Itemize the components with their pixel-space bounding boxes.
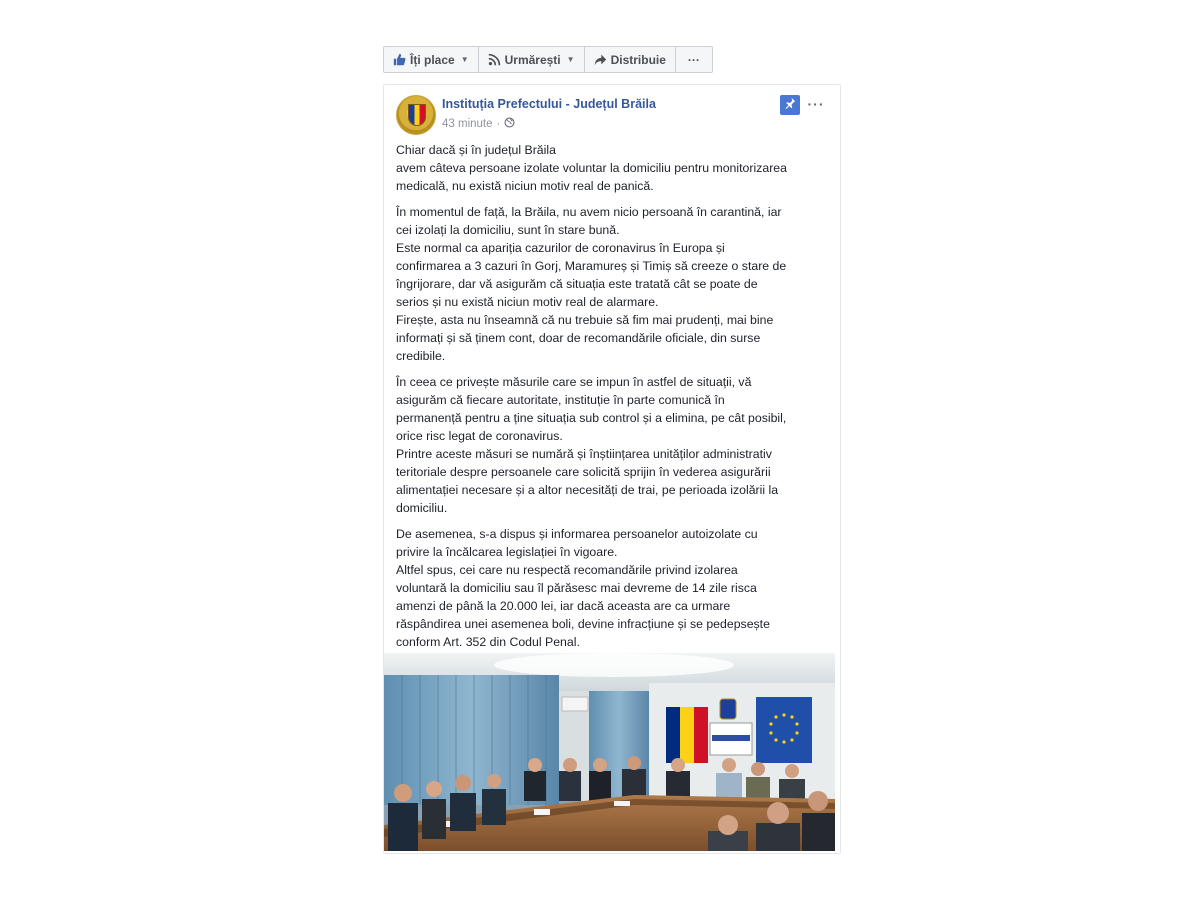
post-text-line: Printre aceste măsuri se numără și înștiințarea unităților administrativ	[396, 447, 772, 461]
like-button[interactable]	[384, 47, 479, 72]
more-dots-icon: ···	[807, 96, 825, 112]
meeting-room-photo	[384, 653, 835, 851]
post-text-line: medicală, nu există niciun motiv real de panică.	[396, 179, 654, 193]
thumbs-up-icon	[393, 53, 406, 66]
globe-icon	[504, 117, 515, 131]
share-arrow-icon	[594, 53, 607, 66]
post-text-line: permanență pentru a ține situația sub control și a elimina, pe cât posibil,	[396, 411, 787, 425]
post-card	[383, 84, 841, 854]
post-text-line: Chiar dacă și în județul Brăila	[396, 143, 556, 157]
post-text-line: alimentației necesare și a altor necesități de trai, pe perioada izolării la	[396, 483, 779, 497]
post-text-line: cei izolați la domiciliu, sunt în stare bună.	[396, 223, 620, 237]
post-timestamp[interactable]: 43 minute	[442, 118, 493, 130]
post-text-line: Firește, asta nu înseamnă că nu trebuie să fim mai prudenți, mai bine	[396, 313, 774, 327]
post-text-line: credibile.	[396, 349, 446, 363]
post-text-line: domiciliu.	[396, 501, 448, 515]
post-paragraph	[396, 373, 834, 517]
post-text-line: orice risc legat de coronavirus.	[396, 429, 563, 443]
post-text-line: Altfel spus, cei care nu respectă recomandările privind izolarea	[396, 563, 738, 577]
post-header	[396, 95, 830, 135]
post-text-line: avem câteva persoane izolate voluntar la domiciliu pentru monitorizarea	[396, 161, 787, 175]
post-text-line: În momentul de față, la Brăila, nu avem nicio persoană în carantină, iar	[396, 205, 782, 219]
post-paragraph	[396, 203, 834, 365]
post-photo[interactable]	[384, 653, 835, 851]
rss-icon	[488, 53, 501, 66]
caret-down-icon: ▼	[460, 55, 469, 64]
post-text-line: conform Art. 352 din Codul Penal.	[396, 635, 580, 649]
follow-button[interactable]	[479, 47, 585, 72]
share-button[interactable]	[585, 47, 676, 72]
post-text-line: Este normal ca apariția cazurilor de coronavirus în Europa și	[396, 241, 725, 255]
pin-icon	[784, 96, 796, 114]
post-options-button[interactable]	[806, 95, 826, 113]
post-text-line: confirmarea a 3 cazuri în Gorj, Maramureș și Timiș să creeze o stare de	[396, 259, 787, 273]
share-button-label: Distribuie	[610, 52, 666, 67]
page-avatar[interactable]	[396, 95, 436, 135]
page-action-bar	[383, 46, 713, 73]
post-paragraph	[396, 141, 834, 195]
post-text-line: voluntară la domiciliu sau îl părăsesc mai devreme de 14 zile risca	[396, 581, 757, 595]
post-text-line: teritoriale despre persoanele care solicită sprijin în vederea asigurării	[396, 465, 771, 479]
post-text-line: În ceea ce privește măsurile care se impun în astfel de situații, vă	[396, 375, 752, 389]
post-text-line: amenzi de până la 20.000 lei, iar dacă aceasta are ca urmare	[396, 599, 731, 613]
post-text-line: răspândirea unei asemenea boli, devine infracțiune și se pedepsește	[396, 617, 770, 631]
coat-of-arms-icon	[408, 104, 426, 126]
more-dots-icon: ···	[687, 52, 700, 67]
post-meta	[442, 117, 515, 131]
pin-button[interactable]	[780, 95, 800, 115]
caret-down-icon: ▼	[566, 55, 575, 64]
post-paragraph	[396, 525, 834, 651]
post-text-line: informați și să ținem cont, doar de recomandările oficiale, din surse	[396, 331, 761, 345]
post-text-line: De asemenea, s-a dispus și informarea persoanelor autoizolate cu	[396, 527, 758, 541]
more-options-button[interactable]	[676, 47, 712, 72]
post-text-line: asigurăm că fiecare autoritate, instituție în parte comunică în	[396, 393, 725, 407]
like-button-label: Îți place	[410, 52, 455, 67]
post-text-line: îngrijorare, dar vă asigurăm că situația este tratată cât se poate de	[396, 277, 758, 291]
post-text-line: privire la încălcarea legislației în vigoare.	[396, 545, 618, 559]
post-text	[396, 141, 834, 659]
post-text-line: serios și nu există niciun motiv real de alarmare.	[396, 295, 659, 309]
meta-separator: ·	[496, 118, 501, 130]
follow-button-label: Urmărești	[504, 52, 561, 67]
post-author-link[interactable]: Instituția Prefectului - Județul Brăila	[442, 97, 656, 111]
